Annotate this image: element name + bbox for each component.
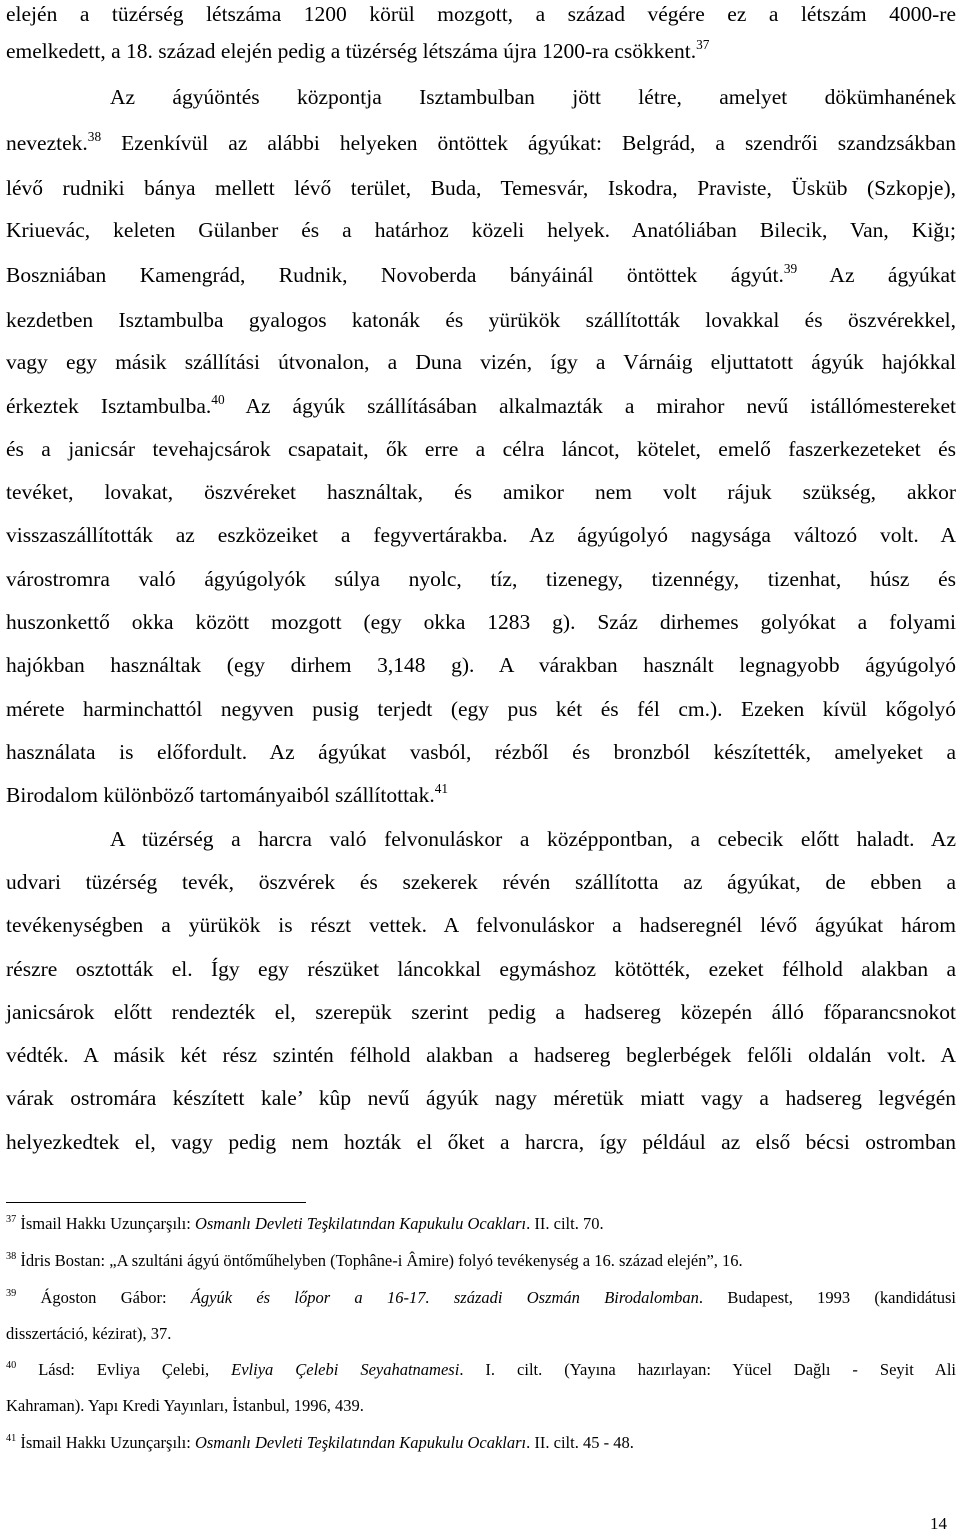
body-line: elején a tüzérség létszáma 1200 körül mozgott, a század végére ez a létszám 4000-re — [6, 2, 956, 26]
body-line: janicsárok előtt rendezték el, szerepük szerint pedig a hadsereg közepén álló főparancsnokot — [6, 1000, 956, 1024]
body-line: hajókban használtak (egy dirhem 3,148 g). A várakban használt legnagyobb ágyúgolyó — [6, 653, 956, 677]
body-line: tevéket, lovakat, öszvéreket használtak, és amikor nem volt rájuk szükség, akkor — [6, 480, 956, 504]
body-line: és a janicsár tevehajcsárok csapatait, ők erre a célra láncot, kötelet, emelő faszerkezeteket és — [6, 437, 956, 461]
page-number: 14 — [930, 1514, 947, 1533]
body-line: védték. A másik két rész szintén félhold alakban a hadsereg beglerbégek felőli oldalán volt. A — [6, 1043, 956, 1067]
footnote-37: $^{37}$ İsmail Hakkı Uzunçarşılı: Osmanlı Devleti Teşkilatından Kapukulu Ocakları. II. cilt. 70. — [6, 1213, 604, 1233]
footnote-39: $^{39}$ Ágoston Gábor: Ágyúk és lőpor a 16-17. századi Oszmán Birodalomban. Budapest, 1993 (kandidátusi — [6, 1287, 956, 1307]
footnote-40: $^{40}$ Lásd: Evliya Çelebi, Evliya Çelebi Seyahatnamesi. I. cilt. (Yayına hazırlayan: Yücel Dağlı - Seyit Ali — [6, 1359, 956, 1379]
body-line: emelkedett, a 18. század elején pedig a tüzérség létszáma újra 1200-ra csökkent.$^{37}$ — [6, 36, 710, 63]
body-line: vagy egy másik szállítási útvonalon, a Duna vizén, így a Várnáig eljuttatott ágyúk hajókkal — [6, 350, 956, 374]
footnote-number: 39 — [6, 1287, 17, 1299]
body-line: várostromra való ágyúgolyók súlya nyolc, tíz, tizenegy, tizennégy, tizenhat, húsz és — [6, 567, 956, 591]
body-line: A tüzérség a harcra való felvonuláskor a középpontban, a cebecik előtt haladt. Az — [110, 827, 956, 851]
body-line: részre osztották el. Így egy részüket láncokkal egymáshoz kötötték, ezeket félhold alakban a — [6, 957, 956, 981]
footnote-separator — [6, 1202, 306, 1203]
body-line: használata is előfordult. Az ágyúkat vasból, rézből és bronzból készítették, amelyeket a — [6, 740, 956, 764]
footnote-40-cont: Kahraman). Yapı Kredi Yayınları, İstanbul, 1996, 439. — [6, 1396, 364, 1415]
footnote-number: 40 — [6, 1359, 17, 1371]
body-line: tevékenységben a yürükök is részt vettek. A felvonuláskor a hadseregnél lévő ágyúkat három — [6, 913, 956, 937]
footnote-ref[interactable]: 39 — [783, 260, 798, 276]
body-line: huszonkettő okka között mozgott (egy okka 1283 g). Száz dirhemes golyókat a folyami — [6, 610, 956, 634]
body-line: lévő rudniki bánya mellett lévő terület, Buda, Temesvár, Iskodra, Praviste, Üsküb (Szkopje), — [6, 176, 956, 200]
body-line: kezdetben Isztambulba gyalogos katonák és yürükök szállították lovakkal és öszvérekkel, — [6, 308, 956, 332]
body-line: visszaszállították az eszközeiket a fegyvertárakba. Az ágyúgolyó nagysága változó volt. A — [6, 523, 956, 547]
body-line: érkeztek Isztambulba.$^{40}$ Az ágyúk szállításában alkalmazták a mirahor nevű istállómestereket — [6, 391, 956, 418]
footnote-39-cont: disszertáció, kézirat), 37. — [6, 1324, 172, 1343]
footnote-ref[interactable]: 41 — [434, 780, 449, 796]
footnote-ref[interactable]: 40 — [211, 391, 225, 407]
body-line: Birodalom különböző tartományaiból szállítottak.$^{41}$ — [6, 780, 449, 807]
body-line: helyezkedtek el, vagy pedig nem hozták el őket a harcra, így például az első bécsi ostromban — [6, 1130, 956, 1154]
footnote-number: 38 — [6, 1250, 17, 1262]
body-line: mérete harminchattól negyven pusig terjedt (egy pus két és fél cm.). Ezeken kívül kőgolyó — [6, 697, 956, 721]
body-line: neveztek.$^{38}$ Ezenkívül az alábbi helyeken öntöttek ágyúkat: Belgrád, a szendrői szandzsákban — [6, 128, 956, 155]
footnote-ref[interactable]: 38 — [87, 128, 102, 144]
footnote-number: 41 — [6, 1432, 17, 1444]
footnote-38: $^{38}$ İdris Bostan: „A szultáni ágyú öntőműhelyben (Tophâne-i Âmire) folyó tevékenység a 16. század elején”, 16. — [6, 1250, 743, 1270]
body-line: Kriuevác, keleten Gülanber és a határhoz közeli helyek. Anatóliában Bilecik, Van, Kiğı; — [6, 218, 956, 242]
footnote-41: $^{41}$ İsmail Hakkı Uzunçarşılı: Osmanlı Devleti Teşkilatından Kapukulu Ocakları. II. cilt. 45 - 48. — [6, 1432, 634, 1452]
footnote-ref[interactable]: 37 — [696, 36, 710, 52]
body-line: Boszniában Kamengrád, Rudnik, Novoberda bányáinál öntöttek ágyút.$^{39}$ Az ágyúkat — [6, 260, 956, 287]
body-line: udvari tüzérség tevék, öszvérek és szekerek révén szállította az ágyúkat, de ebben a — [6, 870, 956, 894]
body-line: Az ágyúöntés központja Isztambulban jött létre, amelyet dökümhanének — [110, 85, 956, 109]
body-line: várak ostromára készített kale’ kûp nevű ágyúk nagy méretük miatt vagy a hadsereg legvégén — [6, 1086, 956, 1110]
footnote-number: 37 — [6, 1213, 17, 1225]
